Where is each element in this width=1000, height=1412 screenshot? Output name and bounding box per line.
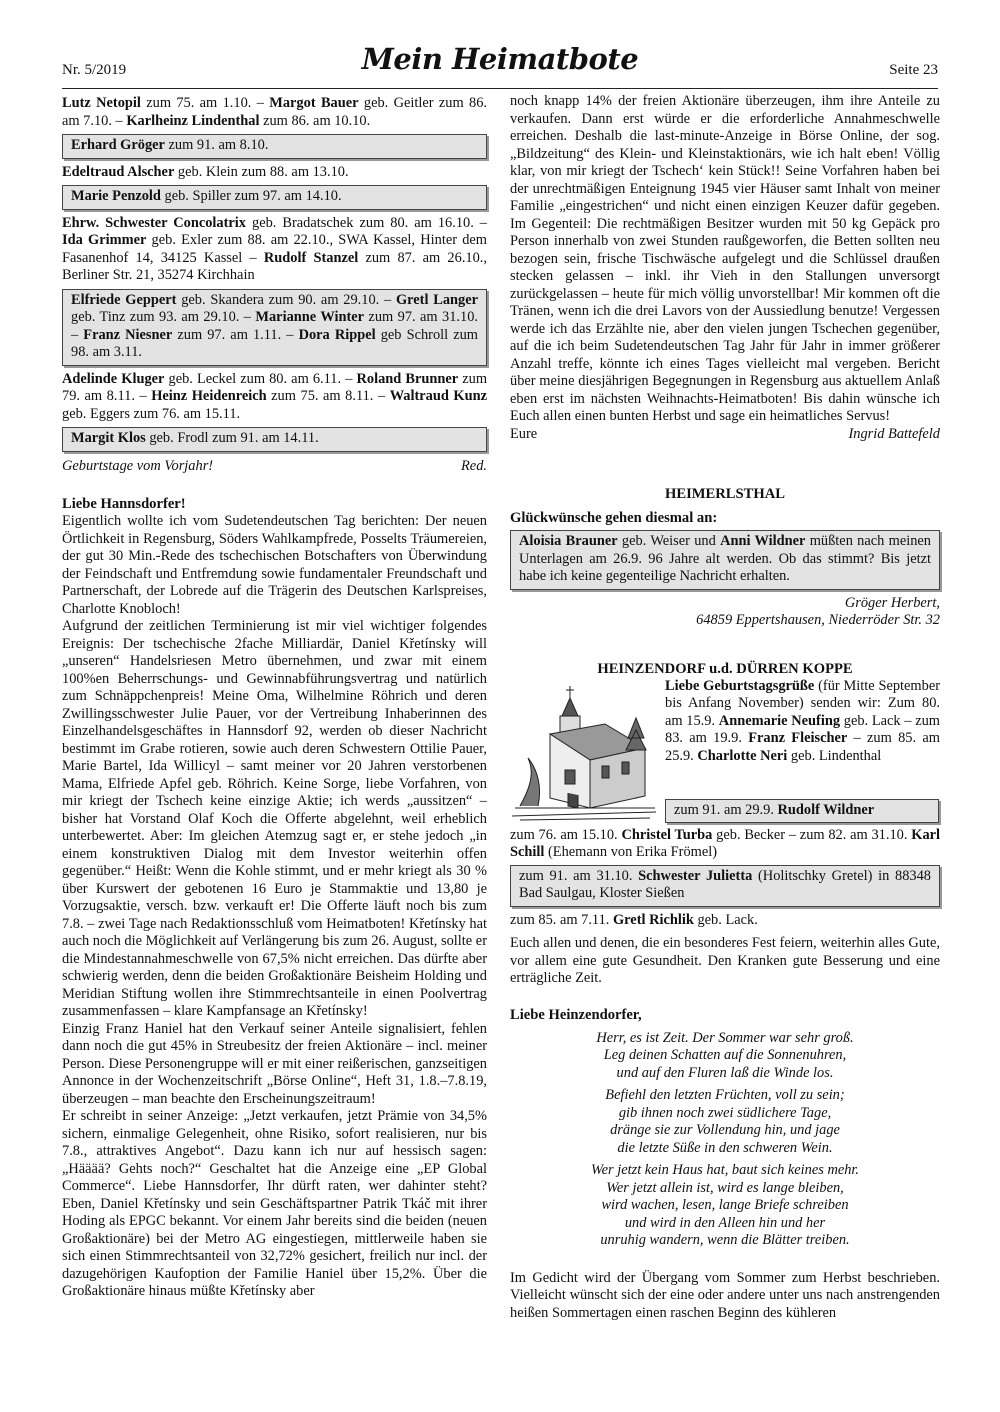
poem-line: Wer jetzt kein Haus hat, baut sich keines mehr. — [590, 1162, 860, 1178]
birthday-list — [62, 95, 487, 452]
letter-closing — [510, 426, 940, 444]
heimerlsthal-subtitle: Glückwünsche gehen diesmal an: — [510, 510, 718, 526]
text-run: geb. Exler zum 88. am 22.10., SWA Kassel, Hinter dem Fasanenhof 14, 34125 Kassel – — [62, 232, 487, 266]
text-run: zum 86. am 10.10. — [259, 112, 371, 129]
birthday-box-text — [71, 137, 478, 155]
letter-paragraph: Aufgrund der zeitlichen Terminierung ist mir viel wichtiger folgendes Ereignis: Der tschechische 2fache Milliardär, Daniel Křetínsky will „unseren“ Handelsriesen Metro übernehmen, und zwar mit einem 100%en Beherrschungs- und Gewinnabführungsvertrag und natürlich zum Schnäppchenpreis! Meine Oma, Wilhelmine Röhrich und deren Zwillingsschwester Julie Pauer, vor der Vertreibung Inhaberinnen des Einzelhandelsgeschäftes in Hannsdorf 92, werden ob dieser Nachricht bestimmt im Grabe rotieren, sowie auch deren Schwestern Ottilie Pauer, Marie Bartel, Ida Willicyl – samt meiner vor 20 Jahren verstorbenen Mama, Elfriede Apfel geb. Röhrich. Keine Sorge, liebe Vorfahren, von mir kriegt der Tschech keine einzige Aktie; ich werds „aussitzen“ – bisher hat Vorstand Olaf Koch die Offerte abgelehnt, weil erheblich unterbewertet. Aber: Im gleichen Atemzug sagt er, er stehe jedoch „in einem konstruktiven Dialog mit dem Investor weiterhin offen gegenüber.“ Heißt: Wenn die Kohle stimmt, und er mehr kriegt als 30 % über Kurswert der gebotenen 16 Euro je Stammaktie und 13,80 je Vorzugsaktie, versch. bzw. verkauft er! Die Offerte läuft noch bis zum 7.8. – zwei Tage nach Redaktionsschluß vom Heimatboten! Křetínsky hat auch noch die Möglichkeit auf Verlängerung bis zum 26. August, sollte er die Mindestannahmeschwelle von 67,5% nicht erreichen. Das dürfte aber schwierig werden, denn die beiden Großaktionäre Beisheim Holding und Meridian Stiftung wollen ihre Stimmrechtsanteile in einen Poolvertrag zusammenfassen – klare Kampfansage an Křetínsky! — [62, 618, 487, 1019]
person-name: Edeltraud Alscher — [62, 163, 175, 180]
person-name: Franz Fleischer — [748, 730, 848, 746]
birthday-note: Geburtstage vom Vorjahr! — [62, 457, 214, 474]
left-column — [62, 93, 487, 1301]
person-name: Karl Schill — [510, 826, 941, 860]
poem-stanza — [510, 1030, 940, 1083]
person-name: Ida Grimmer — [62, 232, 147, 248]
text-run: zum 91. am 29.9. — [674, 801, 778, 818]
birthday-box-text — [71, 188, 478, 206]
church-illustration — [510, 678, 658, 823]
text-run: (für Mitte September bis Anfang November) senden wir: Zum 80. am 15.9. — [665, 677, 940, 729]
birthday-entry — [62, 95, 487, 130]
letter-paragraph: Er schreibt in seiner Anzeige: „Jetzt verkaufen, jetzt Prämie von 34,5% sichern, einmalige Gelegenheit, ohne Risiko, sofort realisieren, nur bis 7.8., attraktives Angebot“. Dazu kann ich nur auf hessisch sagen: „Hääää? Gehts noch?“ Geschaltet hat die Anzeige eine „EP Global Commerce“. Liebe Hannsdorfer, Ihr dürft raten, wer dahinter steht? Eben, Daniel Křetínsky und sein Geschäftspartner Patrik Tkáč mit ihrer Hoding als EPGC bekannt. Vor einem Jahr bereits sind die beiden (neuen Großaktionäre) bei der Metro AG eingestiegen, mittlerweile haben sie sich einen Stimmrechtsanteil von 32,72% gesichert, freilich nur incl. der dazugehörigen Kaufoption der Familie Haniel über 15,2%. Über die Großaktionäre hinaus müßte Křetínsky aber — [62, 1108, 487, 1299]
poem — [510, 1030, 940, 1250]
text-run: geb. Frodl zum 91. am 14.11. — [145, 430, 319, 446]
birthday-box-text — [71, 292, 478, 362]
person-name: Heinz Heidenreich — [151, 388, 267, 404]
person-name: Anni Wildner — [720, 533, 806, 549]
closing-word: Eure — [510, 425, 538, 442]
heimerlsthal-birthday-box — [510, 530, 940, 590]
person-name: Marianne Winter — [255, 309, 365, 325]
birthday-box-text — [71, 430, 478, 448]
heinzendorf-birthdays-line — [510, 827, 940, 862]
poem-line: die letzte Süße in den schweren Wein. — [617, 1139, 833, 1156]
text-run: geb. Lack. — [693, 911, 758, 928]
heinzendorf-intro-text — [665, 678, 940, 766]
poem-line: unruhig wandern, wenn die Blätter treiben. — [600, 1232, 850, 1248]
letter-paragraph: Eigentlich wollte ich vom Sudetendeutschen Tag berichten: Der neuen Örtlichkeit in Regensburg, Söders Wahlkampfrede, Posselts Träumereien, der gut 30 Min.-Rede des tschechischen Botschafters von Überwindung der Feindschaft und Entfremdung sowie fundamentaler Freundschaft und Partnerschaft, der Lobrede auf die Trägerin des Deutschen Karlspreises, Charlotte Knobloch! — [62, 513, 487, 617]
poem-line: und auf den Fluren laß die Winde los. — [616, 1064, 834, 1081]
letter-heading: Liebe Hannsdorfer! — [62, 496, 186, 512]
person-name: Dora Rippel — [298, 326, 376, 343]
text-run: geb. Eggers zum 76. am 15.11. — [62, 405, 241, 422]
text-run: geb. Becker – zum 82. am 31.10. — [712, 826, 912, 843]
heinzendorf-greeting: Liebe Heinzendorfer, — [510, 1006, 642, 1023]
editor-signature: Red. — [461, 457, 487, 474]
author-signature: Ingrid Battefeld — [848, 425, 940, 442]
birthday-box — [62, 427, 487, 452]
text-run: geb. Klein zum 88. am 13.10. — [174, 163, 349, 180]
section-title-heinzendorf: HEINZENDORF u.d. DÜRREN KOPPE — [597, 660, 853, 677]
text-run: (Holitschky Gretel) in 88348 Bad Saulgau, Kloster Sießen — [519, 867, 931, 901]
text-run: – zum 85. am 25.9. — [665, 730, 940, 764]
text-run: zum 91. am 8.10. — [164, 137, 269, 153]
poem-line: dränge sie zur Vollendung hin, und jage — [610, 1122, 840, 1138]
birthday-box — [62, 289, 487, 366]
person-name: Liebe Geburtstagsgrüße — [665, 677, 815, 694]
poem-stanza — [510, 1162, 940, 1250]
text-run: zum 87. am 26.10., Berliner Str. 21, 35274 Kirchhain — [62, 249, 488, 283]
heinzendorf-box-text — [674, 802, 930, 820]
poem-stanza — [510, 1087, 940, 1157]
birthday-box — [62, 134, 487, 159]
heinzendorf-box2-text — [519, 868, 931, 903]
text-run: (Ehemann von Erika Frömel) — [544, 844, 718, 860]
person-name: Margit Klos — [71, 430, 146, 446]
birthday-entry — [62, 164, 487, 182]
poem-line: Herr, es ist Zeit. Der Sommer war sehr groß. — [596, 1029, 854, 1046]
poem-line: Wer jetzt allein ist, wird es lange bleiben, — [606, 1179, 844, 1196]
birthday-box — [62, 185, 487, 210]
person-name: Gretl Langer — [395, 291, 478, 308]
person-name: Franz Niesner — [83, 326, 173, 343]
text-run: geb. Skandera zum 90. am 29.10. – — [176, 291, 396, 308]
text-run: geb. Tinz zum 93. am 29.10. – — [71, 309, 256, 325]
letter-paragraph: Einzig Franz Haniel hat den Verkauf seiner Anteile signalisiert, fehlen dann noch die gut 45% in Streubesitz der freien Aktionäre – incl. meiner Person. Diese Personengruppe will er mit einer reißerischen, ganzseitigen Annonce in der Wochenzeitschrift „Börse Online“, Heft 31, 1.8.–7.8.19, überzeugen – man beachte den Erscheinungszeitraum! — [62, 1020, 487, 1107]
heinzendorf-wishes: Euch allen und denen, die ein besonderes Fest feiern, weiterhin alles Gute, vor allem eine gute Gesundheit. Den Kranken gute Besserung und eine erträgliche Zeit. — [510, 935, 940, 986]
section-title-heimerlsthal: HEIMERLSTHAL — [664, 486, 786, 502]
person-name: Christel Turba — [621, 826, 713, 843]
heinzendorf-intro-block — [510, 678, 940, 823]
heimerlsthal-signature-address: 64859 Eppertshausen, Niederröder Str. 32 — [696, 612, 940, 628]
person-name: Rudolf Stanzel — [263, 249, 359, 266]
letter-continuation: noch knapp 14% der freien Aktionäre überzeugen, ihm ihre Anteile zu verkaufen. Dann erst würde er die erforderliche Annahmeschwelle erreichen. Deshalb die last-minute-Anzeige in Börse Online, der sog. „Bildzeitung“ des Klein- und Kleinstaktionärs, wie ich halt eben! Völlig klar, von mir kriegt der Tschech‘ kein Stück!! Seine Vorfahren haben bei der unrechtmäßigen Enteignung 1945 vier Häuser samt Inhalt von meiner Familie „eingestrichen“ und nicht einen einzigen Keuzer dafür gegeben. Im Gegenteil: Die rechtmäßigen Besitzer wurden mit 50 kg Gepäck pro Person innerhalb von zwei Stunden raußgeworfen, die Betten sollten neu bezogen sein, frische Tischwäsche aufgelegt und die Schlüssel draußen stecken gelassen – inkl. ihr Vieh in den Stallungen unversorgt zurückgelassen – heute für mich völlig unvorstellbar! Mir kommen oft die Tränen, wenn ich die drei Lavors von der Aussiedlung benutze! Vergessen werde ich das Erzählte nie, aber den vielen jungen Tschechen gegenüber, auf die ich beim Sudetendeutschen Tag Jahr für Jahr in immer größerer Anzahl treffe, könnte ich eines Tages vielleicht mal vergeben. Bericht über meine diesjährigen Begegnungen in Regensburg aus aktuellem Anlaß eben erst im nächsten Weihnachts-Heimatboten! Bis dahin wünsche ich Euch allen einen bunten Herbst und sage ein heimatliches Servus! — [510, 93, 940, 424]
text-run: zum 91. am 31.10. — [519, 867, 639, 884]
heinzendorf-outro: Im Gedicht wird der Übergang vom Sommer zum Herbst beschrieben. Vielleicht wünscht sich der eine oder andere unter uns nach anstrengenden heißen Sommertagen einen raschen Beginn des kühleren — [510, 1269, 940, 1321]
person-name: Karlheinz Lindenthal — [126, 112, 260, 129]
person-name: Lutz Netopil — [62, 95, 141, 111]
right-column — [510, 93, 940, 1322]
person-name: Annemarie Neufing — [718, 712, 841, 729]
person-name: Marie Penzold — [71, 188, 161, 204]
birthday-signature — [62, 458, 487, 476]
poem-line: Befiehl den letzten Früchten, voll zu sein; — [605, 1087, 845, 1103]
person-name: Elfriede Geppert — [71, 291, 177, 308]
poem-line: Leg deinen Schatten auf die Sonnenuhren, — [603, 1047, 847, 1063]
person-name: Ehrw. Schwester Concolatrix — [62, 214, 246, 231]
text-run: zum 79. am 8.11. – — [62, 370, 488, 404]
heinzendorf-birthday-box — [665, 799, 939, 824]
person-name: Schwester Julietta — [638, 867, 753, 884]
poem-line: und wird in den Alleen hin und her — [624, 1214, 826, 1231]
text-run: geb Schroll zum 98. am 3.11. — [71, 326, 478, 360]
text-run: geb. Geitler zum 86. am 7.10. – — [62, 95, 487, 129]
text-run: geb. Leckel zum 80. am 6.11. – — [164, 370, 357, 387]
text-run: zum 76. am 15.10. — [510, 826, 622, 843]
text-run: geb. Weiser und — [617, 533, 721, 549]
heinzendorf-birthdays-line-2 — [510, 912, 940, 930]
text-run: geb. Bradatschek zum 80. am 16.10. – — [246, 214, 487, 231]
issue-number: Nr. 5/2019 — [62, 62, 127, 78]
text-run: zum 85. am 7.11. — [510, 911, 613, 928]
person-name: Rudolf Wildner — [777, 801, 875, 818]
person-name: Roland Brunner — [356, 370, 459, 387]
person-name: Margot Bauer — [269, 95, 359, 111]
text-run: geb. Lindenthal — [787, 747, 882, 764]
text-run: zum 97. am 31.10. – — [71, 309, 478, 343]
person-name: Aloisia Brauner — [519, 533, 618, 549]
birthday-entry — [62, 371, 487, 424]
heinzendorf-birthday-box-2 — [510, 865, 940, 907]
person-name: Gretl Richlik — [612, 911, 694, 928]
text-run: müßten nach meinen Unterlagen am 26.9. 96 Jahre alt werden. Ob das stimmt? Bis jetzt habe ich keine gegenteilige Nachricht erhalten. — [519, 533, 931, 584]
text-run: geb. Spiller zum 97. am 14.10. — [160, 188, 342, 204]
page-header — [62, 42, 938, 89]
text-run: zum 75. am 8.11. – — [266, 388, 390, 404]
poem-line: gib ihnen noch zwei südlichere Tage, — [618, 1104, 832, 1121]
page-number: Seite 23 — [889, 62, 938, 78]
heimerlsthal-signature-name: Gröger Herbert, — [844, 594, 940, 611]
text-run: geb. Lack – zum 83. am 19.9. — [665, 712, 940, 746]
person-name: Adelinde Kluger — [62, 370, 165, 387]
person-name: Waltraud Kunz — [389, 388, 488, 404]
masthead-logo: Mein Heimatbote — [361, 42, 639, 76]
heimerlsthal-box-text — [519, 533, 931, 586]
person-name: Erhard Gröger — [71, 137, 165, 153]
person-name: Charlotte Neri — [697, 747, 788, 764]
text-run: zum 75. am 1.10. – — [140, 95, 270, 111]
poem-line: wird wachen, lesen, lange Briefe schreiben — [601, 1197, 849, 1213]
text-run: zum 97. am 1.11. – — [172, 326, 299, 343]
birthday-entry — [62, 215, 487, 285]
